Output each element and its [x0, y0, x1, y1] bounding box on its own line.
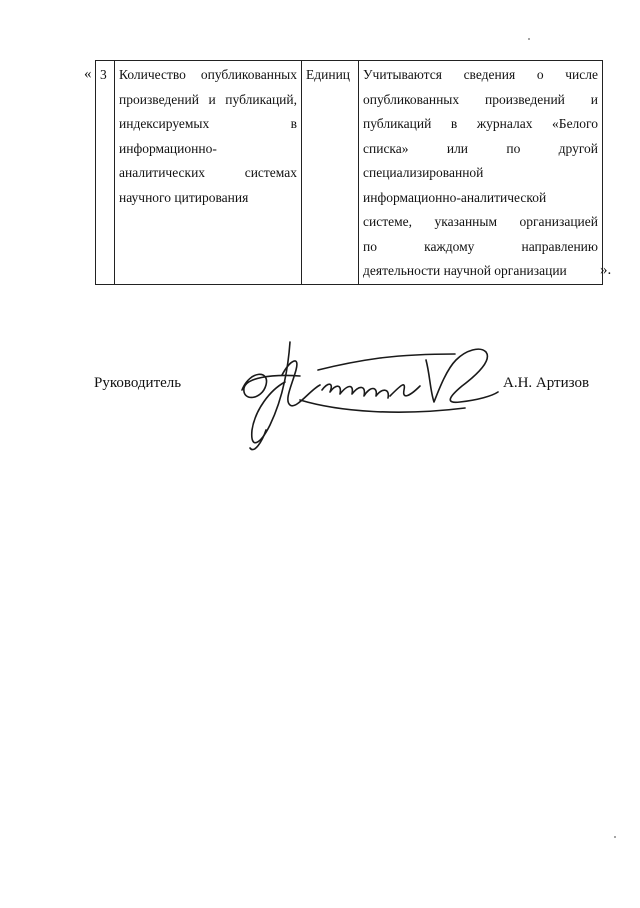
- indicator-description: [359, 61, 603, 285]
- table-row: [96, 61, 603, 285]
- description-line: деятельности научной организации: [363, 263, 567, 278]
- unit-cell: Единиц: [302, 61, 359, 285]
- scan-speck: [528, 38, 530, 40]
- name-line: аналитических системах: [119, 165, 297, 180]
- signatory-name: А.Н. Артизов: [503, 375, 590, 391]
- name-line: информационно-: [119, 140, 217, 156]
- handwritten-signature: [230, 330, 500, 460]
- name-line: научного цитирования: [119, 189, 249, 205]
- closing-quote: ».: [600, 262, 612, 278]
- row-number: 3: [96, 61, 115, 285]
- indicator-table: [95, 60, 603, 285]
- signatory-title: Руководитель: [94, 375, 182, 391]
- description-line: специализированной: [363, 165, 484, 180]
- description-line: списка» или по другой: [363, 140, 598, 156]
- name-line: Количество опубликованных: [119, 67, 297, 82]
- description-line: по каждому направлению: [363, 238, 598, 254]
- name-line: индексируемых в: [119, 116, 297, 131]
- description-line: информационно-аналитической: [363, 189, 547, 205]
- name-line: произведений и публикаций,: [119, 91, 297, 107]
- scan-speck: [614, 836, 616, 838]
- description-line: публикаций в журналах «Белого: [363, 116, 598, 131]
- description-line: опубликованных произведений и: [363, 91, 598, 107]
- opening-quote: «: [84, 66, 92, 82]
- description-line: системе, указанным организацией: [363, 214, 598, 229]
- description-line: Учитываются сведения о числе: [363, 67, 598, 82]
- indicator-name: [115, 61, 302, 285]
